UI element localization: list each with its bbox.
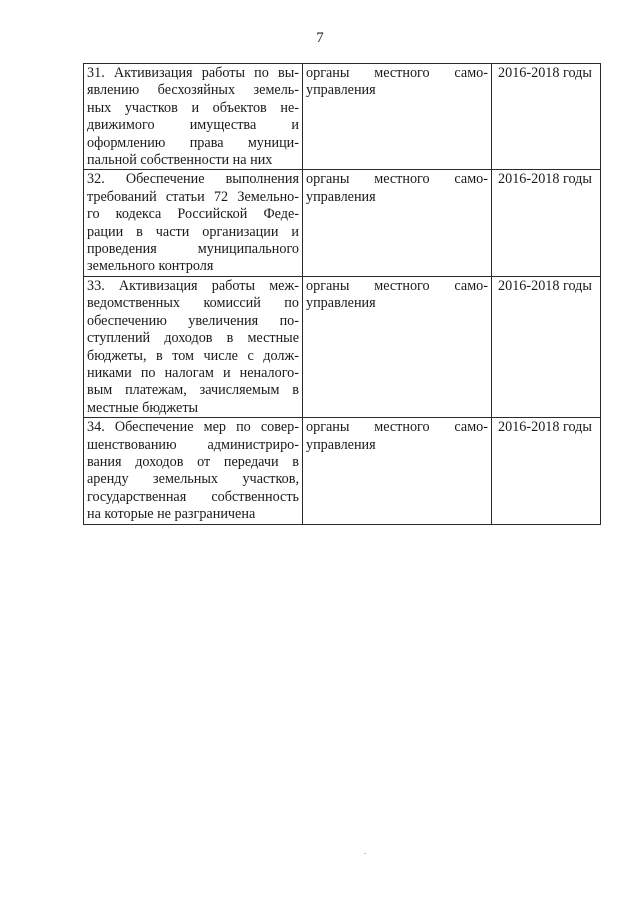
measure-text-line: вания доходов от передачи в (87, 453, 299, 470)
table-row (84, 418, 601, 524)
executor-text-line: органы местного само- (306, 65, 488, 81)
table-row (84, 276, 601, 417)
measure-text-line: движимого имущества и (87, 117, 299, 134)
measure-text-line: на которые не разграничена (87, 506, 256, 523)
measure-text-line: оформлению права муници- (87, 134, 299, 151)
period-cell: 2016-2018 годы (492, 418, 601, 524)
executor-text-line: органы местного само- (306, 171, 488, 188)
table-row (84, 170, 601, 276)
measures-table (83, 63, 601, 525)
measure-text-line: явлению бесхозяйных земель- (87, 82, 299, 99)
executor-text-line: органы местного само- (306, 277, 488, 294)
measure-text-line: вым платежам, зачисляемым в (87, 382, 299, 399)
period-cell: 2016-2018 годы (492, 276, 601, 417)
executor-text-line: управления (306, 82, 376, 99)
measure-text-line: местные бюджеты (87, 399, 199, 416)
measure-text-line: пальной собственности на них (87, 152, 273, 169)
measure-text-line: аренду земельных участков, (87, 471, 299, 488)
period-cell: 2016-2018 годы (492, 64, 601, 170)
executor-cell (303, 418, 492, 524)
measure-text-line: государственная собственность (87, 488, 299, 505)
measure-text-line: ных участков и объектов не- (87, 99, 299, 116)
scan-speck (364, 853, 366, 854)
page-number: 7 (316, 30, 324, 46)
measure-text-line: 31. Активизация работы по вы- (87, 65, 299, 81)
executor-cell (303, 64, 492, 170)
measure-text-line: ведомственных комиссий по (87, 295, 299, 312)
measure-text-line: проведения муниципального (87, 241, 299, 258)
executor-text-line: управления (306, 188, 376, 205)
measure-text-line: шенствованию администриро- (87, 436, 299, 453)
measure-cell (84, 418, 303, 524)
executor-cell (303, 170, 492, 276)
measure-text-line: рации в части организации и (87, 223, 299, 240)
period-cell: 2016-2018 годы (492, 170, 601, 276)
measure-text-line: требований статьи 72 Земельно- (87, 188, 299, 205)
measure-cell (84, 64, 303, 170)
executor-text-line: управления (306, 436, 376, 453)
measure-cell (84, 276, 303, 417)
executor-cell (303, 276, 492, 417)
executor-text-line: управления (306, 295, 376, 312)
measure-cell (84, 170, 303, 276)
measure-text-line: 33. Активизация работы меж- (87, 277, 299, 294)
measure-text-line: го кодекса Российской Феде- (87, 206, 299, 223)
measure-text-line: земельного контроля (87, 258, 214, 275)
table-row (84, 64, 601, 170)
measure-text-line: бюджеты, в том числе с долж- (87, 347, 299, 364)
measure-text-line: никами по налогам и неналого- (87, 364, 299, 381)
executor-text-line: органы местного само- (306, 419, 488, 436)
measure-text-line: 34. Обеспечение мер по совер- (87, 419, 299, 436)
measure-text-line: 32. Обеспечение выполнения (87, 171, 299, 188)
measure-text-line: ступлений доходов в местные (87, 330, 299, 347)
measure-text-line: обеспечению увеличения по- (87, 312, 299, 329)
